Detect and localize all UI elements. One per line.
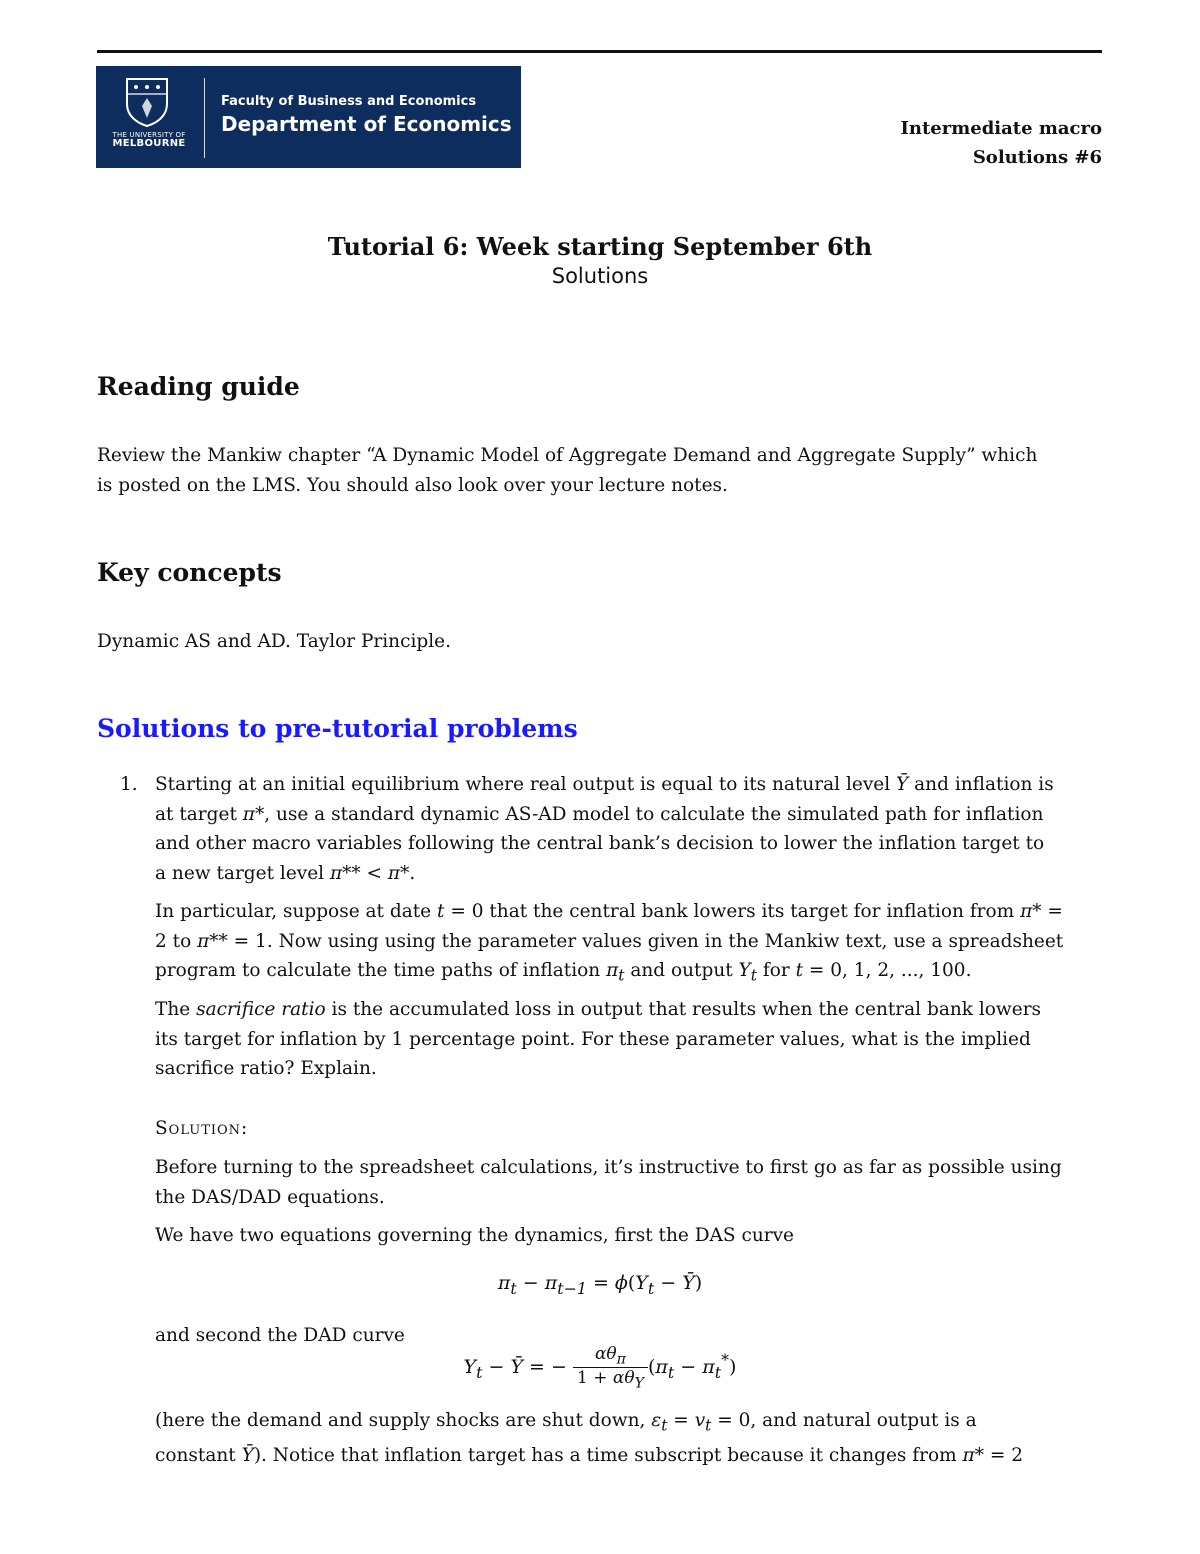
solution-paragraph [155,1406,1103,1471]
dad-equation: $Y_t$ − Ȳ = − $\frac{\alpha\theta_\pi}{1 + \alpha\theta_Y}$ $(\pi_t - \pi_t^*)$ [463,1344,737,1392]
key-concepts-text: Dynamic AS and AD. Taylor Principle. [97,631,451,652]
solution-label: Solution: [155,1118,249,1139]
problem-number: 1. [120,774,138,795]
university-name [104,132,194,150]
reading-guide-heading: Reading guide [97,372,300,401]
problem-statement [155,770,1103,888]
department-name: Department of Economics [221,112,512,136]
reading-guide-text [97,441,1037,500]
page-subtitle: Solutions [551,264,649,288]
solution-line: (here the demand and supply shocks are shut down, $\varepsilon_t = v_t = 0$, and natural output is a [155,1410,977,1435]
key-concepts-heading: Key concepts [97,558,282,587]
university-name-line1: THE UNIVERSITY OF [112,131,186,139]
problem-line: The sacrifice ratio is the accumulated loss in output that results when the central bank lowers [155,999,1042,1020]
solution-line: the DAS/DAD equations. [155,1186,385,1208]
problem-line: a new target level π** < π*. [155,862,416,884]
problem-line: Starting at an initial equilibrium where real output is equal to its natural level Ȳ and inflation is [155,774,1054,795]
problem-line: program to calculate the time paths of inflation $\pi_t$ and output $Y_t$ for t = 0, 1, 2, ..., 100. [155,960,972,985]
dad-fraction: $\frac{\alpha\theta_\pi}{1 + \alpha\theta_Y}$ [573,1344,648,1392]
faculty-name: Faculty of Business and Economics [221,94,477,109]
page-title: Tutorial 6: Week starting September 6th [327,232,873,261]
problem-line: and other macro variables following the central bank’s decision to lower the inflation target to [155,833,1045,854]
solution-paragraph [155,1153,1062,1212]
solution-paragraph: and second the DAD curve [155,1325,405,1346]
top-rule [97,50,1102,53]
solution-line: Before turning to the spreadsheet calculations, it’s instructive to first go as far as possible using [155,1157,1062,1178]
crest-icon [124,76,170,128]
problem-line: In particular, suppose at date t = 0 that the central bank lowers its target for inflation from π* = [155,901,1063,922]
problem-line: at target π*, use a standard dynamic AS-AD model to calculate the simulated path for inflation [155,803,1044,825]
problem-line: its target for inflation by 1 percentage point. For these parameter values, what is the implied [155,1028,1031,1050]
problem-line: 2 to π** = 1. Now using using the parameter values given in the Mankiw text, use a spreadsheet [155,930,1064,952]
course-name: Intermediate macro [900,118,1102,139]
problem-line: sacrifice ratio? Explain. [155,1058,377,1079]
university-name-line2: MELBOURNE [112,138,186,150]
solutions-heading: Solutions to pre-tutorial problems [97,714,578,743]
problem-paragraph [155,995,1103,1084]
solution-line: constant Ȳ). Notice that inflation target has a time subscript because it changes from π* = 2 [155,1445,1023,1467]
problem-paragraph [155,897,1103,991]
das-equation: $\pi_t - \pi_{t-1} = \phi(Y_t$ − Ȳ) [497,1272,703,1298]
logo-divider [204,78,205,158]
university-logo [96,66,521,168]
document-label: Solutions #6 [972,147,1102,168]
solution-paragraph: We have two equations governing the dynamics, first the DAS curve [155,1225,794,1246]
reading-guide-line: is posted on the LMS. You should also look over your lecture notes. [97,474,728,496]
reading-guide-line: Review the Mankiw chapter “A Dynamic Model of Aggregate Demand and Aggregate Supply” which [97,445,1038,466]
